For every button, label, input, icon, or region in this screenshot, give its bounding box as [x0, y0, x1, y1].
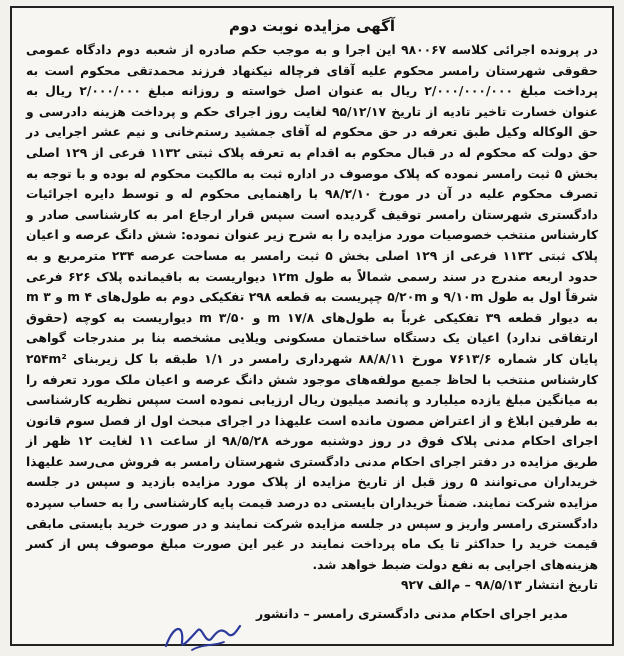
- publish-date: تاریخ انتشار ۹۸/۵/۱۳ – م‌الف ۹۲۷: [401, 578, 598, 593]
- notice-body: در پرونده اجرائی کلاسه ۹۸۰۰۶۷ این اجرا و به موجب حکم صادره از شعبه دوم دادگاه عمومی حقوقی شهرستان رامسر محکوم علیه آقای فرچاله نیکنهاد فرزند محمدتقی محکوم است به پرداخت مبلغ ۲/۰۰۰/۰۰۰/۰۰۰ ریال به عنوان اصل خواسته و روزانه مبلغ ۲/۰۰۰/۰۰۰ ریال به عنوان خسارت تاخیر تادیه از تاریخ ۹۵/۱۲/۱۷ لغایت روز اجرای حکم و پرداخت هزینه دادرسی و حق الوکاله وکیل طبق تعرفه در حق محکوم له آقای جمشید رستم‌خانی و نیم عشر اجرایی در حق دولت که محکوم له در قبال محکوم به اقدام به تعرفه پلاک ثبتی ۱۱۳۲ فرعی از ۱۲۹ اصلی بخش ۵ ثبت رامسر نموده که پلاک موصوف در اداره ثبت به مالکیت محکوم له بوده و با توجه به تصرف محکوم علیه در آن در مورخ ۹۸/۲/۱۰ با راهنمایی محکوم له و توسط دایره اجرائیات دادگستری شهرستان رامسر توقیف گردیده است سپس قرار ارجاع امر به کارشناسی صادر و کارشناس منتخب خصوصیات مورد مزایده را به شرح زیر عنوان نموده: شش دانگ عرصه و اعیان پلاک ثبتی ۱۱۳۲ فرعی از ۱۲۹ اصلی بخش ۵ ثبت رامسر به مساحت عرصه ۲۳۴ مترمربع و به حدود اربعه مندرج در سند رسمی شمالاً به طول ۱۲m دیواریست به باقیمانده پلاک ۶۲۶ فرعی شرقاً اول به طول ۹/۱۰m و ۵/۲۰m چپریست به قطعه ۲۹۸ تفکیکی دوم به طول‌های m ۴ و ۳ m به دیوار قطعه ۳۹ تفکیکی غرباً به طول‌های ۱۷/۸ m و ۳/۵۰ m دیواریست به کوچه (حقوق ارتفاقی ندارد) اعیان یک دستگاه ساختمان مسکونی ویلایی مشخصه بنا بر مندرجات گواهی پایان کار شماره ۷۶۱۳/۶ مورخ ۸۸/۸/۱۱ شهرداری رامسر در ۱/۱ طبقه با کل زیربنای ۲۵۴m² کارشناس منتخب با لحاظ جمیع مولفه‌های موجود شش دانگ عرصه و اعیان ملک مورد تعرفه را به میانگین مبلغ یازده میلیارد و پانصد میلیون ریال ارزیابی نموده است سپس نظریه کارشناسی به طرفین ابلاغ و از اعتراض مصون مانده است علیهذا در اجرای مبحث اول از فصل سوم قانون اجرای احکام مدنی پلاک فوق در روز دوشنبه مورخه ۹۸/۵/۲۸ از ساعت ۱۱ لغایت ۱۲ ظهر از طریق مزایده در دفتر اجرای احکام مدنی دادگستری شهرستان رامسر به فروش می‌رسد علیهذا خریداران می‌توانند ۵ روز قبل از تاریخ مزایده از پلاک مورد مزایده بازدید و سپس در جلسه مزایده شرکت نمایند. ضمناً خریداران بایستی ده درصد قیمت پایه کارشناسی را به حساب سپرده دادگستری رامسر واریز و سپس در جلسه مزایده شرکت نمایند و در صورت خرید بایستی مابقی قیمت خرید را حداکثر تا یک ماه پرداخت نمایند در غیر این صورت مبلغ موصوف پس از کسر هزینه‌های اجرایی به نفع دولت ضبط خواهد شد.: [26, 43, 599, 572]
- handwritten-signature-icon: [162, 616, 242, 656]
- signature-line: مدیر اجرای احکام مدنی دادگستری رامسر – دانشور: [256, 606, 568, 622]
- notice-title: آگهی مزایده نوبت دوم: [228, 17, 396, 35]
- auction-notice: [10, 6, 614, 646]
